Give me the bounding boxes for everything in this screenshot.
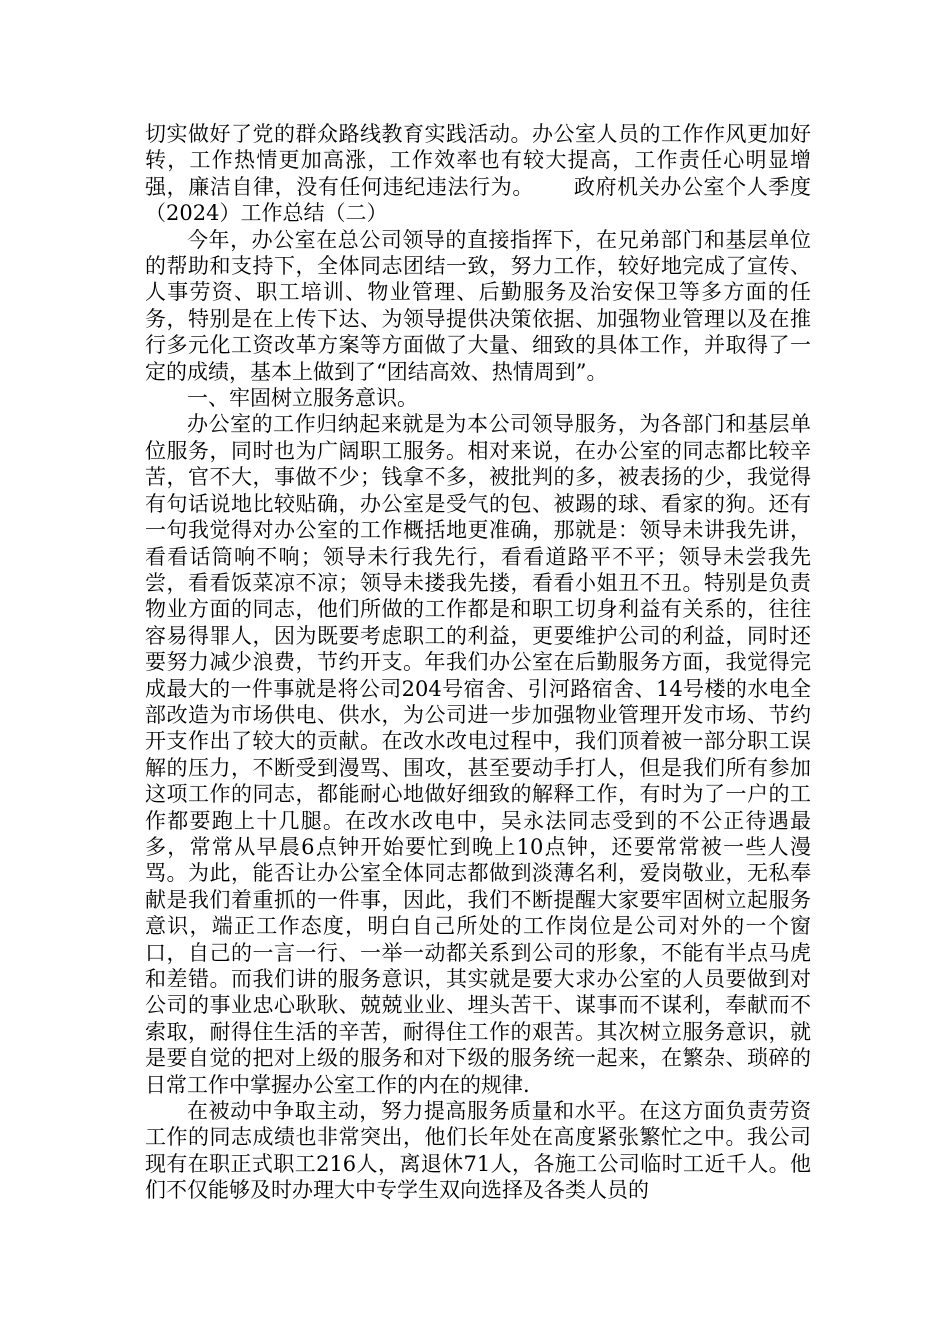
document-page [145, 121, 811, 1204]
paragraph-service-awareness: 办公室的工作归纳起来就是为本公司领导服务，为各部门和基层单位服务，同时也为广阔职工服务。相对来说，在办公室的同志都比较辛苦，官不大，事做不少；钱拿不多，被批判的多，被表扬的少，我觉得有句话说地比较贴确，办公室是受气的包、被踢的球、看家的狗。还有一句我觉得对办公室的工作概括地更准确，那就是：领导未讲我先讲，看看话筒响不响；领导未行我先行，看看道路平不平；领导未尝我先尝，看看饭菜凉不凉；领导未搂我先搂，看看小姐丑不丑。特别是负责物业方面的同志，他们所做的工作都是和职工切身利益有关系的，往往容易得罪人，因为既要考虑职工的利益，更要维护公司的利益，同时还要努力减少浪费，节约开支。年我们办公室在后勤服务方面，我觉得完成最大的一件事就是将公司204号宿舍、引河路宿舍、14号楼的水电全部改造为市场供电、供水，为公司进一步加强物业管理开发市场、节约开支作出了较大的贡献。在改水改电过程中，我们顶着被一部分职工误解的压力，不断受到漫骂、围攻，甚至要动手打人，但是我们所有参加这项工作的同志，都能耐心地做好细致的解释工作，有时为了一户的工作都要跑上十几腿。在改水改电中，吴永法同志受到的不公正待遇最多，常常从早晨6点钟开始要忙到晚上10点钟，还要常常被一些人漫骂。为此，能否让办公室全体同志都做到淡薄名利，爱岗敬业，无私奉献是我们着重抓的一件事，因此，我们不断提醒大家要牢固树立起服务意识，端正工作态度，明白自己所处的工作岗位是公司对外的一个窗口，自己的一言一行、一举一动都关系到公司的形象，不能有半点马虎和差错。而我们讲的服务意识，其实就是要大求办公室的人员要做到对公司的事业忠心耿耿、兢兢业业、埋头苦干、谋事而不谋利，奉献而不索取，耐得住生活的辛苦，耐得住工作的艰苦。其次树立服务意识，就是要自觉的把对上级的服务和对下级的服务统一起来，在繁杂、琐碎的日常工作中掌握办公室工作的内在的规律. [145, 412, 811, 1097]
intro-paragraph [145, 121, 811, 227]
paragraph-heading-service: 一、牢固树立服务意识。 [187, 386, 418, 411]
intro-text: 切实做好了党的群众路线教育实践活动。办公室人员的工作作风更加好转，工作热情更加高涨，工作效率也有较大提高，工作责任心明显增强，廉洁自律，没有任何违纪违法行为。 [145, 122, 811, 199]
section-title: 政府机关办公室个人季度（2024）工作总结（二） [145, 174, 812, 226]
paragraph-summary: 今年，办公室在总公司领导的直接指挥下，在兄弟部门和基层单位的帮助和支持下，全体同志团结一致，努力工作，较好地完成了宣传、人事劳资、职工培训、物业管理、后勤服务及治安保卫等多方面的任务，特别是在上传下达、为领导提供决策依据、加强物业管理以及在推行多元化工资改革方案等方面做了大量、细致的具体工作，并取得了一定的成绩，基本上做到了“团结高效、热情周到”。 [145, 227, 811, 384]
paragraph-service-quality: 在被动中争取主动，努力提高服务质量和水平。在这方面负责劳资工作的同志成绩也非常突出，他们长年处在高度紧张繁忙之中。我公司现有在职正式职工216人，离退休71人，各施工公司临时工近千人。他们不仅能够及时办理大中专学生双向选择及各类人员的 [145, 1099, 811, 1203]
